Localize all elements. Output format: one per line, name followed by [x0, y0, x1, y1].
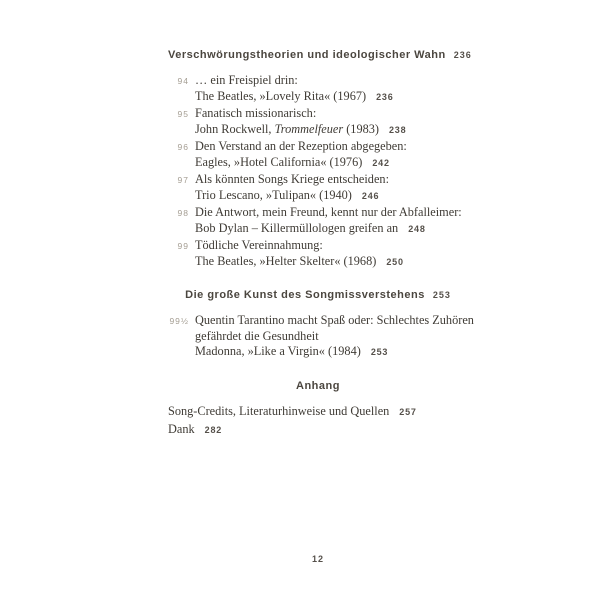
toc-entry-source: The Beatles, »Helter Skelter« (1968) 250	[195, 253, 404, 268]
toc-entry-text	[195, 106, 406, 138]
toc-entry-page: 238	[389, 124, 407, 135]
toc-entry-number: 94	[177, 76, 189, 86]
toc-entry-source: The Beatles, »Lovely Rita« (1967) 236	[195, 88, 394, 103]
appendix-entry-page: 257	[399, 406, 417, 417]
toc-entry-number: 95	[177, 109, 189, 119]
toc-entry-title-line2: gefährdet die Gesundheit	[195, 328, 319, 343]
toc-entry-title: Die Antwort, mein Freund, kennt nur der Abfalleimer:	[195, 205, 462, 219]
toc-entries-half	[168, 313, 474, 361]
toc-entry-page: 253	[370, 347, 389, 357]
toc-entry-source: Madonna, »Like a Virgin« (1984) 253	[195, 344, 389, 358]
toc-entry-text	[195, 172, 389, 204]
toc-entry-title: Tödliche Vereinnahmung:	[195, 238, 323, 252]
toc-entry	[168, 139, 468, 171]
toc-entry	[168, 205, 468, 237]
toc-entry-text	[195, 73, 394, 105]
appendix-entry-label: Dank	[168, 422, 195, 436]
toc-entry-page: 246	[361, 190, 380, 201]
toc-entry	[168, 73, 468, 105]
toc-entry-source: Bob Dylan – Killermüllologen greifen an 248	[195, 220, 426, 235]
toc-entry-source: Eagles, »Hotel California« (1976) 242	[195, 154, 390, 169]
toc-entry	[168, 313, 474, 361]
section-heading-anhang	[168, 380, 468, 393]
toc-entry-number: 99½	[169, 316, 189, 326]
toc-entry-text	[195, 139, 407, 171]
toc-entry	[168, 238, 468, 270]
section-heading-misunderstanding	[168, 289, 468, 302]
appendix-entry	[168, 422, 468, 439]
section-heading-label: Verschwörungstheorien und ideologischer Wahn	[168, 49, 446, 61]
section-heading-conspiracy	[168, 49, 472, 62]
toc-entry-text	[195, 313, 474, 361]
toc-entry-number: 98	[177, 208, 189, 218]
toc-entry-page: 250	[386, 256, 404, 267]
toc-entry-title: … ein Freispiel drin:	[195, 73, 298, 87]
toc-entry-source: Trio Lescano, »Tulipan« (1940) 246	[195, 187, 380, 202]
page-number: 12	[311, 554, 324, 564]
toc-entry-title: Fanatisch missionarisch:	[195, 106, 317, 120]
toc-entry-source: John Rockwell, Trommelfeuer (1983) 238	[195, 121, 407, 136]
toc-entry-number: 99	[177, 241, 189, 251]
toc-entry-number: 97	[177, 175, 189, 185]
toc-content	[168, 49, 474, 439]
toc-entry-page: 242	[372, 157, 390, 168]
appendix-entries	[168, 404, 468, 439]
toc-entry	[168, 106, 468, 138]
section-heading-page: 253	[432, 290, 451, 300]
appendix-entry-page: 282	[204, 425, 223, 435]
appendix-entry-label: Song-Credits, Literaturhinweise und Quellen	[168, 403, 390, 418]
section-heading-label: Die große Kunst des Songmissverstehens	[185, 289, 425, 301]
toc-entry-title: Den Verstand an der Rezeption abgegeben:	[195, 139, 407, 153]
section-heading-label: Anhang	[296, 379, 340, 392]
toc-entry-page: 248	[408, 223, 426, 234]
toc-entries	[168, 73, 468, 270]
toc-entry	[168, 172, 468, 204]
appendix-entry	[168, 404, 468, 421]
toc-entry-number: 96	[177, 142, 189, 152]
toc-entry-text	[195, 238, 404, 270]
section-heading-page: 236	[453, 50, 472, 60]
toc-entry-page: 236	[376, 91, 394, 102]
toc-entry-title-line1: Quentin Tarantino macht Spaß oder: Schlechtes Zuhören	[195, 313, 474, 327]
toc-entry-text	[195, 205, 462, 237]
toc-entry-title: Als könnten Songs Kriege entscheiden:	[195, 172, 389, 186]
